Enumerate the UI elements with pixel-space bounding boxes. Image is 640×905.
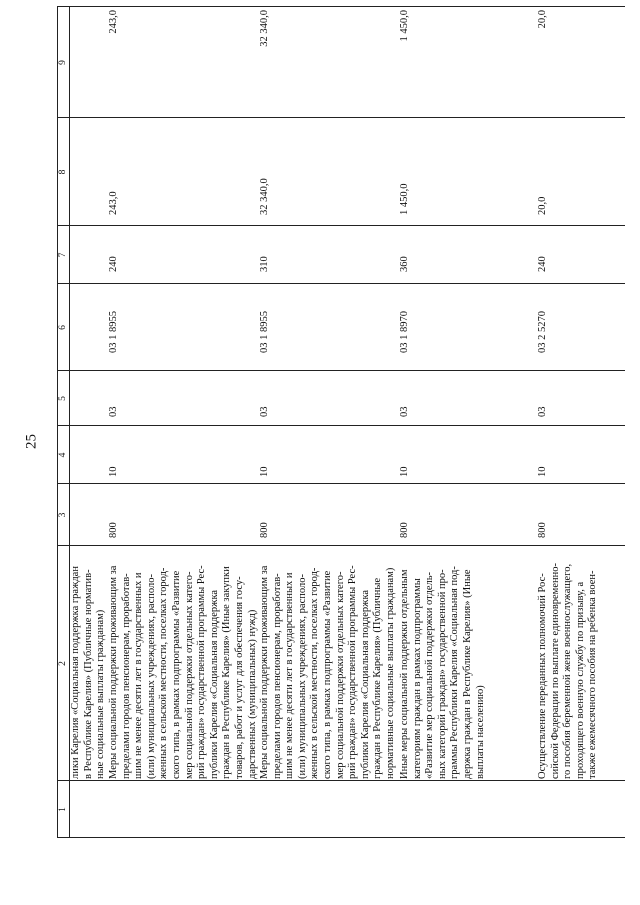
subsection-cell: 03: [108, 406, 119, 417]
admin-code-cell: 800: [108, 522, 119, 538]
target-article-cell: 03 1 8970: [399, 311, 410, 353]
admin-code-cell: 800: [399, 522, 410, 538]
column-number: 8: [58, 169, 68, 175]
column-number: 9: [58, 60, 68, 65]
section-cell: 10: [537, 466, 548, 477]
column-border: [57, 283, 625, 284]
amount-total-cell: 32 340,0: [259, 10, 270, 47]
subsection-cell: 03: [259, 406, 270, 417]
column-number: 6: [58, 325, 68, 330]
column-number: 1: [58, 807, 68, 812]
column-border: [57, 225, 625, 226]
row-description: лики Карелия «Социальная поддержка граждан в Республике Карелия» (Публичные норматив- ные социальные выплаты гражданам): [70, 566, 107, 779]
column-border: [57, 837, 625, 838]
column-border: [57, 370, 625, 371]
column-number: 2: [58, 661, 68, 666]
section-cell: 10: [399, 466, 410, 477]
target-article-cell: 03 1 8955: [108, 311, 119, 353]
page-number: 25: [23, 434, 40, 449]
row-description: Иные меры социальной поддержки отдельным категориям граждан в рамках подпрограммы «Развитие мер социальной поддержки отдель- ных категорий граждан» государственной про- граммы Республики Карелия «Социальная под- держка граждан в Республике Карелия» (Иные выплаты населению): [399, 566, 486, 779]
subsection-cell: 03: [537, 406, 548, 417]
amount-total-cell: 1 450,0: [399, 10, 410, 42]
target-article-cell: 03 1 8955: [259, 311, 270, 353]
expense-type-cell: 240: [108, 256, 119, 272]
target-article-cell: 03 2 5270: [537, 311, 548, 353]
column-border: [57, 6, 625, 7]
column-number-row: [57, 6, 69, 838]
column-border: [57, 117, 625, 118]
section-cell: 10: [259, 466, 270, 477]
amount-cell: 1 450,0: [399, 183, 410, 215]
amount-cell: 20,0: [537, 196, 548, 215]
amount-cell: 32 340,0: [259, 178, 270, 215]
section-cell: 10: [108, 466, 119, 477]
row-description: Меры социальной поддержки проживающим за пределами городов пенсионерам, проработав- шим не менее десяти лет в государственных и (или) муниципальных учреждениях, располо- женных в сельской местности, поселках город- ского типа, в рамках подпрограммы «Развитие мер социальной поддержки отдельных катего- рий граждан» государственной программы Рес- публики Карелия «Социальная поддержка граждан в Республике Карелия» (Публичные нормативные социальные выплаты гражданам): [259, 565, 396, 779]
column-border: [57, 483, 625, 484]
expense-type-cell: 360: [399, 256, 410, 272]
expense-type-cell: 240: [537, 256, 548, 272]
column-number: 4: [58, 452, 68, 458]
subsection-cell: 03: [399, 406, 410, 417]
amount-total-cell: 20,0: [537, 10, 548, 29]
column-number: 7: [58, 252, 68, 258]
admin-code-cell: 800: [537, 522, 548, 538]
amount-cell: 243,0: [108, 191, 119, 215]
budget-table: [57, 6, 625, 838]
expense-type-cell: 310: [259, 256, 270, 272]
amount-total-cell: 243,0: [108, 10, 119, 34]
column-number: 3: [58, 512, 68, 518]
column-border: [57, 425, 625, 426]
column-number: 5: [58, 396, 68, 401]
row-description: Меры социальной поддержки проживающим за пределами городов пенсионерам, проработав- шим не менее десяти лет в государственных и (или) муниципальных учреждениях, располо- женных в сельской местности, поселках город- ского типа, в рамках подпрограммы «Развитие мер социальной поддержки отдельных катего- рий граждан» государственной программы Рес- публики Карелия «Социальная поддержка граждан в Республике Карелия» (Иные закупки товаров, работ и услуг для обеспечения госу- дарственных (муниципальных) нужд): [108, 565, 258, 779]
admin-code-cell: 800: [259, 522, 270, 538]
row-description: Осуществление переданных полномочий Рос- сийской Федерации по выплате единовременно- го пособия беременной жене военнослужащего, проходящего военную службу по призыву, а также ежемесячного пособия на ребенка воен-: [537, 563, 599, 779]
